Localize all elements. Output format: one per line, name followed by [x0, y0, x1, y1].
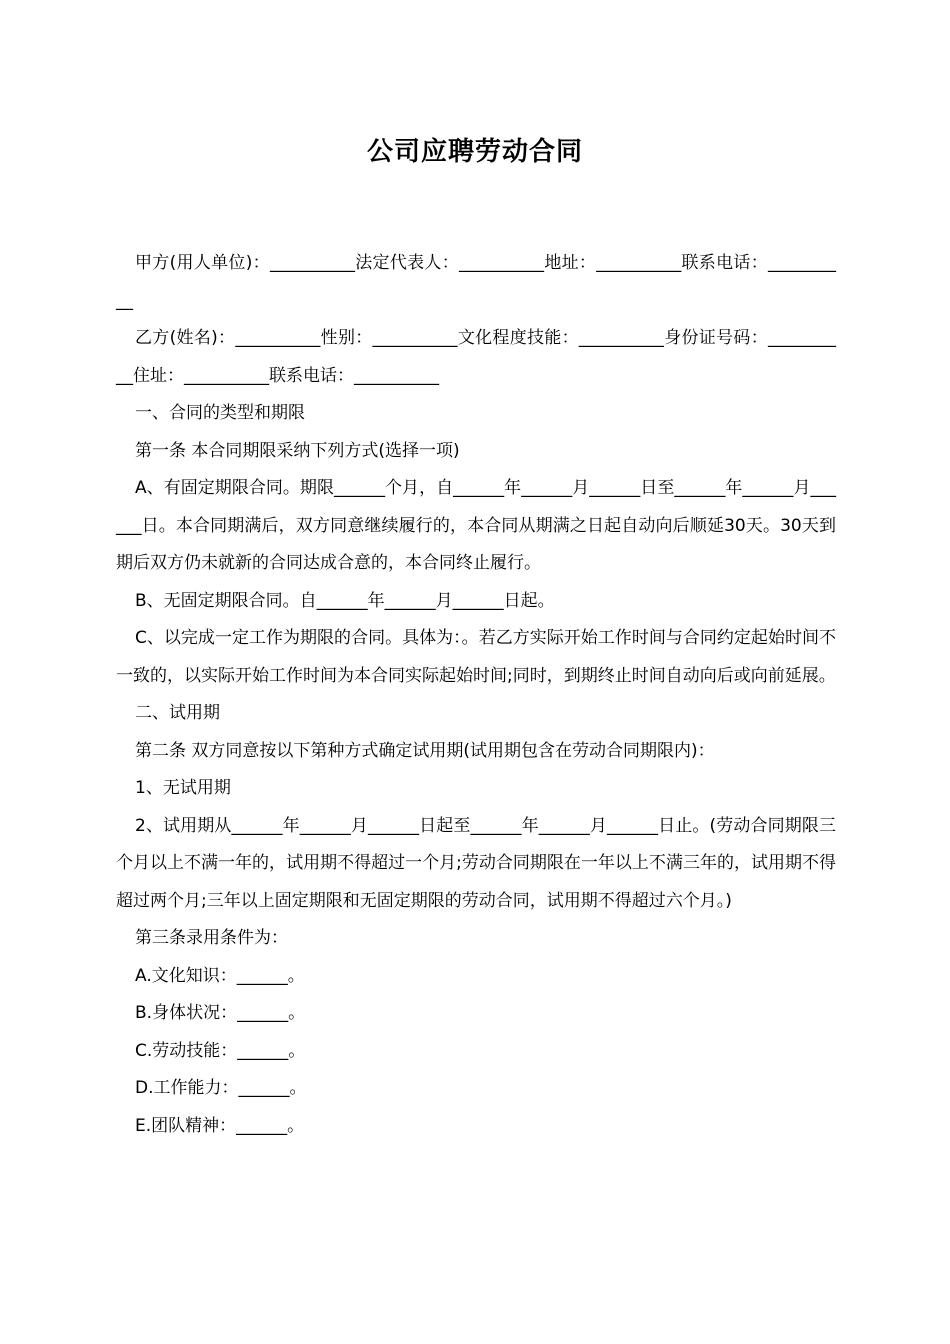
condition-a: A.文化知识：______。: [135, 965, 305, 986]
article-2: 第二条 双方同意按以下第种方式确定试用期(试用期包含在劳动合同期限内)：: [135, 740, 715, 761]
party-b-info: 乙方(姓名)：__________性别：__________文化程度技能：__________身份证号码：__________住址：__________联系电话：__________: [116, 328, 836, 386]
probation-option-2: 2、试用期从______年______月______日起至______年______月______日止。(劳动合同期限三个月以上不满一年的，试用期不得超过一个月;劳动合同期限在一年以上不满三年的，试用期不得超过两个月;三年以上固定期限和无固定期限的劳动合同，试用期不得超过六个月。): [116, 815, 836, 911]
document-body: [116, 245, 836, 1145]
condition-c: C.劳动技能：______。: [135, 1040, 306, 1061]
article-3: 第三条录用条件为：: [135, 928, 288, 948]
article-1: 第一条 本合同期限采纳下列方式(选择一项): [135, 440, 460, 461]
party-a-info: 甲方(用人单位)：__________法定代表人：__________地址：__________联系电话：__________: [116, 253, 836, 311]
condition-b: B.身体状况：______。: [135, 1003, 306, 1023]
probation-option-1: 1、无试用期: [135, 778, 231, 798]
section-heading-type-term: 一、合同的类型和期限: [135, 403, 305, 423]
condition-e: E.团队精神：______。: [135, 1115, 305, 1136]
condition-d: D.工作能力：______。: [135, 1078, 307, 1098]
section-heading-probation: 二、试用期: [135, 703, 220, 723]
option-c-task-term: C、以完成一定工作为期限的合同。具体为：。若乙方实际开始工作时间与合同约定起始时间不一致的，以实际开始工作时间为本合同实际起始时间;同时，到期终止时间自动向后或向前延展。: [116, 628, 836, 686]
option-b-open-term: B、无固定期限合同。自______年______月______日起。: [135, 590, 555, 611]
document-title: 公司应聘劳动合同: [366, 137, 583, 167]
option-a-fixed-term: A、有固定期限合同。期限______个月，自______年______月______日至______年______月______日。本合同期满后，双方同意继续履行的，本合同从期满之日起自动向后顺延30天。30天到期后双方仍未就新的合同达成合意的，本合同终止履行。: [116, 478, 836, 573]
